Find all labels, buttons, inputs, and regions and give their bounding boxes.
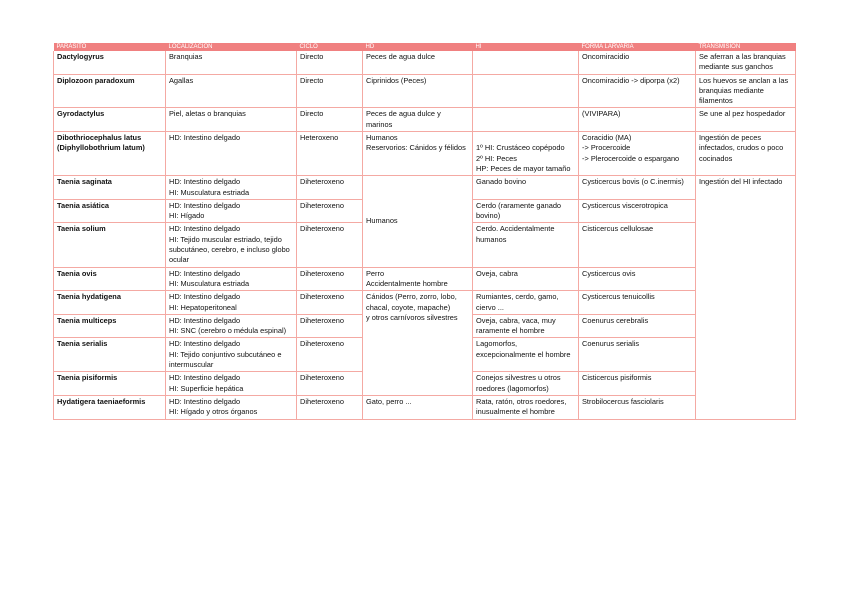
cell-line: Branquias xyxy=(169,52,203,61)
cell-line: Cánidos (Perro, zorro, lobo, chacal, coyote, mapache) xyxy=(366,292,457,312)
cell-line: y otros carnívoros silvestres xyxy=(366,312,458,322)
header-transmision: TRANSMISIÓN xyxy=(696,43,796,51)
header-ciclo: CICLO xyxy=(297,43,363,51)
cell-line: 1º HI: Crustáceo copépodo xyxy=(476,143,565,153)
cell-line: Ciprinidos (Peces) xyxy=(366,75,427,85)
cell-ciclo: Diheteroxeno xyxy=(297,176,363,200)
cell-line: HI: Musculatura estriada xyxy=(169,187,250,197)
cell-line: Peces de agua dulce xyxy=(366,52,436,61)
cell-line: Se aferran a las branquias mediante sus ganchos xyxy=(699,52,786,72)
cell-transmision xyxy=(696,108,796,132)
cell-ciclo: Diheteroxeno xyxy=(297,338,363,372)
cell-localizacion xyxy=(166,51,297,74)
cell-line: HP: Peces de mayor tamaño xyxy=(476,163,571,173)
cell-line: Accidentalmente hombre xyxy=(366,278,448,288)
table-row xyxy=(54,108,796,132)
cell-line: Piel, aletas o branquias xyxy=(169,109,246,119)
cell-hi xyxy=(473,223,579,267)
cell-forma-larvaria xyxy=(579,223,696,267)
header-localizacion: LOCALIZACIÓN xyxy=(166,43,297,51)
cell-ciclo: Diheteroxeno xyxy=(297,199,363,223)
header-row xyxy=(54,43,796,51)
cell-hi xyxy=(473,395,579,419)
cell-forma-larvaria xyxy=(579,199,696,223)
table-row xyxy=(54,176,796,200)
cell-line: Cerdo. Accidentalmente humanos xyxy=(476,224,555,244)
cell-line: HD: Intestino delgado xyxy=(169,339,241,349)
cell-hd xyxy=(363,74,473,108)
cell-localizacion xyxy=(166,176,297,200)
header-hi: HI xyxy=(473,43,579,51)
cell-parasito: Taenia asiática xyxy=(54,199,166,223)
cell-line: Cisticercus pisiformis xyxy=(582,373,652,383)
cell-parasito: Hydatigera taeniaeformis xyxy=(54,395,166,419)
cell-hi xyxy=(473,199,579,223)
cell-line: HD: Intestino delgado xyxy=(169,292,241,302)
cell-spacer xyxy=(476,133,575,143)
cell-line: Lagomorfos, excepcionalmente el hombre xyxy=(476,339,571,359)
cell-line: HD: Intestino delgado xyxy=(169,133,241,143)
cell-line: 2º HI: Peces xyxy=(476,153,517,163)
cell-line: Peces de agua dulce y marinos xyxy=(366,109,441,129)
cell-hd-merged: Humanos xyxy=(363,176,473,267)
cell-forma-larvaria xyxy=(579,51,696,74)
cell-line: Ganado bovino xyxy=(476,177,527,187)
cell-forma-larvaria xyxy=(579,372,696,396)
cell-forma-larvaria xyxy=(579,395,696,419)
cell-ciclo: Diheteroxeno xyxy=(297,372,363,396)
cell-ciclo: Diheteroxeno xyxy=(297,395,363,419)
cell-line: Cysticercus tenuicollis xyxy=(582,292,655,302)
cell-localizacion xyxy=(166,338,297,372)
cell-parasito: Taenia multiceps xyxy=(54,314,166,338)
cell-line: Oveja, cabra xyxy=(476,268,518,278)
cell-line: Se une al pez hospedador xyxy=(699,109,786,119)
cell-hd xyxy=(363,132,473,176)
cell-line: Gato, perro ... xyxy=(366,396,412,406)
cell-parasito: Taenia serialis xyxy=(54,338,166,372)
cell-localizacion xyxy=(166,395,297,419)
cell-localizacion xyxy=(166,372,297,396)
cell-transmision xyxy=(696,51,796,74)
cell-line: Perro xyxy=(366,268,385,278)
cell-parasito: Gyrodactylus xyxy=(54,108,166,132)
cell-line: HD: Intestino delgado xyxy=(169,373,241,383)
cell-line: Ingestión de peces infectados, crudos o poco cocinados xyxy=(699,133,784,163)
cell-localizacion xyxy=(166,199,297,223)
cell-line: Los huevos se anclan a las branquias mediante filamentos xyxy=(699,75,789,106)
cell-hi xyxy=(473,176,579,200)
cell-line: Agallas xyxy=(169,75,194,85)
cell-line: -> Plerocercoide o espargano xyxy=(582,153,680,163)
cell-line: HI: Hígado y otros órganos xyxy=(169,407,258,417)
cell-parasito: Taenia hydatigena xyxy=(54,291,166,315)
cell-hd xyxy=(363,267,473,291)
cell-line: Reservorios: Cánidos y félidos xyxy=(366,143,466,153)
cell-forma-larvaria xyxy=(579,267,696,291)
cell-line: Coenurus serialis xyxy=(582,339,640,349)
header-parasito: PARÁSITO xyxy=(54,43,166,51)
cell-line: HI: Superficie hepática xyxy=(169,383,244,393)
cell-hd xyxy=(363,108,473,132)
cell-parasito: Taenia solium xyxy=(54,223,166,267)
cell-localizacion xyxy=(166,314,297,338)
cell-parasito: Taenia ovis xyxy=(54,267,166,291)
cell-ciclo: Diheteroxeno xyxy=(297,291,363,315)
cell-line: Rata, ratón, otros roedores, inusualmente el hombre xyxy=(476,396,567,417)
cell-hi xyxy=(473,74,579,108)
cell-forma-larvaria xyxy=(579,176,696,200)
table-row xyxy=(54,51,796,74)
cell-line: Oncomiracidio -> diporpa (x2) xyxy=(582,75,680,85)
cell-localizacion xyxy=(166,267,297,291)
cell-forma-larvaria xyxy=(579,338,696,372)
table-row xyxy=(54,74,796,108)
cell-hd xyxy=(363,51,473,74)
cell-line: HI: Musculatura estriada xyxy=(169,278,250,288)
table-row xyxy=(54,267,796,291)
cell-parasito: Dibothriocephalus latus (Diphyllobothrium latum) xyxy=(54,132,166,176)
cell-line: Cerdo (raramente ganado bovino) xyxy=(476,200,562,221)
cell-line: Humanos xyxy=(366,133,398,143)
cell-forma-larvaria xyxy=(579,291,696,315)
cell-line: Cisticercus cellulosae xyxy=(582,224,654,234)
cell-hi xyxy=(473,132,579,176)
cell-line: HD: Intestino delgado xyxy=(169,200,241,210)
cell-line: HD: Intestino delgado xyxy=(169,396,241,406)
cell-parasito: Taenia pisiformis xyxy=(54,372,166,396)
cell-line: Conejos silvestres u otros roedores (lagomorfos) xyxy=(476,373,561,393)
cell-line: HD: Intestino delgado xyxy=(169,268,241,278)
parasite-table xyxy=(53,43,796,420)
cell-transmision xyxy=(696,132,796,176)
cell-localizacion xyxy=(166,74,297,108)
cell-ciclo: Heteroxeno xyxy=(297,132,363,176)
table-row xyxy=(54,395,796,419)
cell-line: Cysticercus ovis xyxy=(582,268,636,278)
cell-line: Oncomiracidio xyxy=(582,52,630,61)
header-forma-larvaria: FORMA LARVARIA xyxy=(579,43,696,51)
cell-hi xyxy=(473,338,579,372)
cell-parasito: Taenia saginata xyxy=(54,176,166,200)
cell-ciclo: Diheteroxeno xyxy=(297,267,363,291)
cell-line: Coenurus cerebralis xyxy=(582,315,649,325)
cell-hi xyxy=(473,372,579,396)
cell-line: HD: Intestino delgado xyxy=(169,177,241,187)
cell-forma-larvaria xyxy=(579,108,696,132)
header-hd: HD xyxy=(363,43,473,51)
cell-hi xyxy=(473,51,579,74)
cell-parasito: Diplozoon paradoxum xyxy=(54,74,166,108)
cell-localizacion xyxy=(166,223,297,267)
cell-ciclo: Diheteroxeno xyxy=(297,223,363,267)
cell-line: Coracidio (MA) xyxy=(582,133,632,143)
table-row xyxy=(54,132,796,176)
cell-line: -> Procercoide xyxy=(582,143,631,153)
cell-hd-merged xyxy=(363,291,473,396)
cell-ciclo: Directo xyxy=(297,108,363,132)
cell-forma-larvaria xyxy=(579,74,696,108)
cell-ciclo: Directo xyxy=(297,74,363,108)
cell-forma-larvaria xyxy=(579,132,696,176)
cell-hi xyxy=(473,108,579,132)
cell-localizacion xyxy=(166,132,297,176)
cell-line: HD: Intestino delgado xyxy=(169,315,241,325)
cell-line: Cysticercus viscerotropica xyxy=(582,200,668,210)
cell-parasito: Dactylogyrus xyxy=(54,51,166,74)
cell-localizacion xyxy=(166,291,297,315)
cell-line: Cysticercus bovis (o C.inermis) xyxy=(582,177,684,187)
cell-transmision-merged: Ingestión del HI infectado xyxy=(696,176,796,419)
cell-line: HI: Tejido conjuntivo subcutáneo e intermuscular xyxy=(169,349,282,370)
cell-localizacion xyxy=(166,108,297,132)
cell-forma-larvaria xyxy=(579,314,696,338)
cell-transmision xyxy=(696,74,796,108)
table-row xyxy=(54,291,796,315)
cell-hi xyxy=(473,314,579,338)
cell-line: HI: Hígado xyxy=(169,211,205,221)
cell-ciclo: Directo xyxy=(297,51,363,74)
cell-line: Strobilocercus fasciolaris xyxy=(582,396,664,406)
cell-hi xyxy=(473,267,579,291)
cell-line: (VIVIPARA) xyxy=(582,109,621,119)
cell-line: HD: Intestino delgado xyxy=(169,224,241,234)
cell-line: HI: Tejido muscular estriado, tejido subcutáneo, cerebro, e incluso globo ocular xyxy=(169,234,290,265)
cell-line: Oveja, cabra, vaca, muy raramente el hombre xyxy=(476,315,556,336)
cell-ciclo: Diheteroxeno xyxy=(297,314,363,338)
cell-hi xyxy=(473,291,579,315)
cell-hd xyxy=(363,395,473,419)
cell-line: HI: SNC (cerebro o médula espinal) xyxy=(169,326,287,336)
cell-line: Rumiantes, cerdo, gamo, ciervo ... xyxy=(476,292,559,312)
cell-line: HI: Hepatoperitoneal xyxy=(169,302,237,312)
document-page xyxy=(53,43,795,420)
